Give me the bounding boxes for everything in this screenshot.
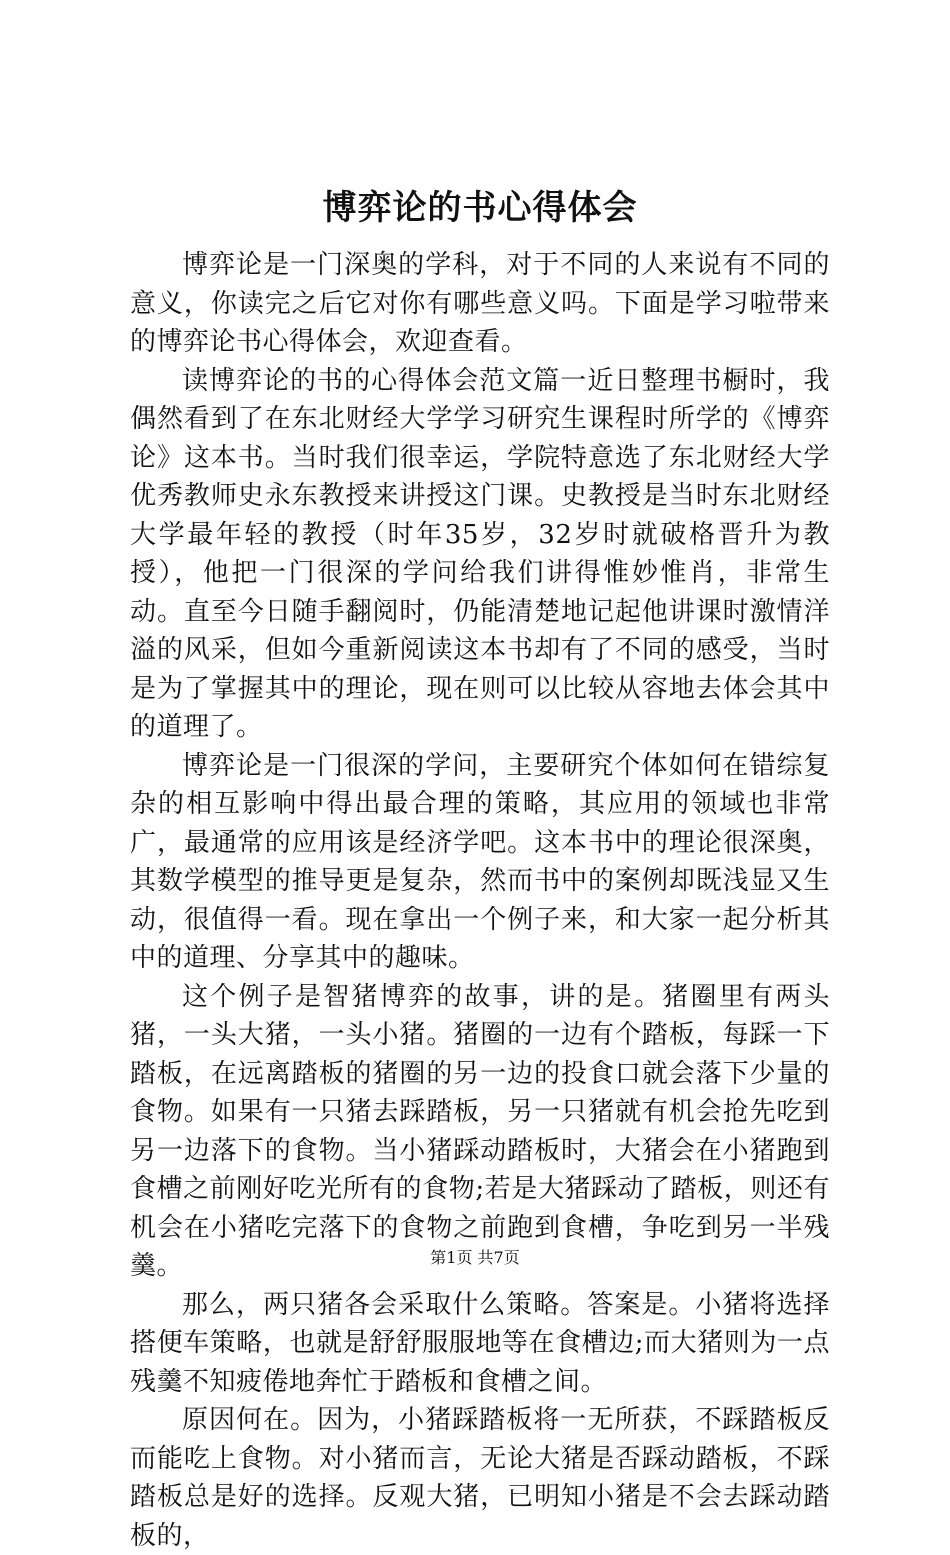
document-page (130, 180, 830, 1555)
paragraph-game-theory: 博弈论是一门很深的学问，主要研究个体如何在错综复杂的相互影响中得出最合理的策略，其应用的领域也非常广，最通常的应用该是经济学吧。这本书中的理论很深奥，其数学模型的推导更是复杂，然而书中的案例却既浅显又生动，很值得一看。现在拿出一个例子来，和大家一起分析其中的道理、分享其中的趣味。 (130, 750, 830, 973)
paragraph-intro: 博弈论是一门深奥的学科，对于不同的人来说有不同的意义，你读完之后它对你有哪些意义吗。下面是学习啦带来的博弈论书心得体会，欢迎查看。 (130, 250, 830, 357)
paragraph-strategy: 那么，两只猪各会采取什么策略。答案是。小猪将选择搭便车策略，也就是舒舒服服地等在食槽边;而大猪则为一点残羹不知疲倦地奔忙于踏板和食槽之间。 (130, 1289, 830, 1397)
paragraph-reason: 原因何在。因为，小猪踩踏板将一无所获，不踩踏板反而能吃上食物。对小猪而言，无论大猪是否踩动踏板，不踩踏板总是好的选择。反观大猪，已明知小猪是不会去踩动踏板的， (130, 1405, 830, 1551)
page-footer: 第1页 共7页 (430, 1248, 520, 1267)
paragraph-smart-pig-story: 这个例子是智猪博弈的故事，讲的是。猪圈里有两头猪，一头大猪，一头小猪。猪圈的一边有个踏板，每踩一下踏板，在远离踏板的猪圈的另一边的投食口就会落下少量的食物。如果有一只猪去踩踏板，另一只猪就有机会抢先吃到另一边落下的食物。当小猪踩动踏板时，大猪会在小猪跑到食槽之前刚好吃光所有的食物;若是大猪踩动了踏板，则还有机会在小猪吃完落下的食物之前跑到食槽，争吃到另一半残羹。 (130, 981, 830, 1281)
paragraph-essay-one: 读博弈论的书的心得体会范文篇一近日整理书橱时，我偶然看到了在东北财经大学学习研究生课程时所学的《博弈论》这本书。当时我们很幸运，学院特意选了东北财经大学优秀教师史永东教授来讲授这门课。史教授是当时东北财经大学最年轻的教授（时年35岁，32岁时就破格晋升为教授），他把一门很深的学问给我们讲得惟妙惟肖，非常生动。直至今日随手翻阅时，仍能清楚地记起他讲课时激情洋溢的风采，但如今重新阅读这本书却有了不同的感受，当时是为了掌握其中的理论，现在则可以比较从容地去体会其中的道理了。 (130, 365, 830, 742)
document-title: 博弈论的书心得体会 (322, 188, 638, 228)
